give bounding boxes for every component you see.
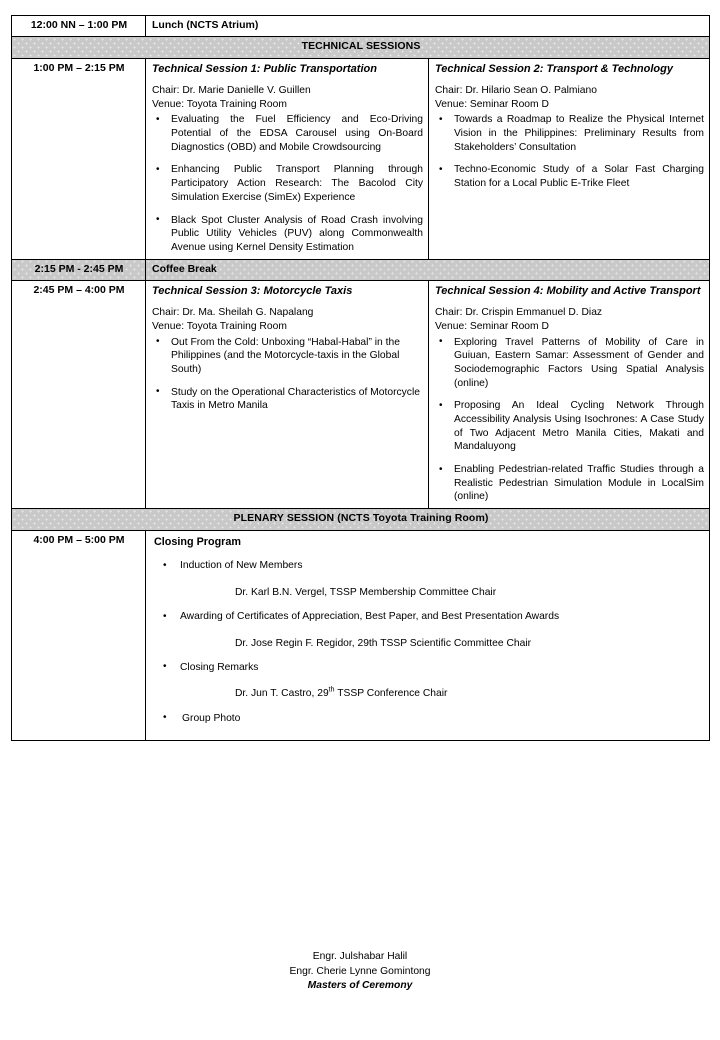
bullet-icon: • [163,610,167,622]
bullet-icon: • [156,113,160,125]
session-2-title: Technical Session 2: Transport & Technology [435,62,673,75]
schedule-table [11,15,710,741]
technical-sessions-band-title: TECHNICAL SESSIONS [12,37,710,58]
speaker-suffix: TSSP Conference Chair [334,688,448,700]
closing-time: 4:00 PM – 5:00 PM [12,530,146,740]
coffee-break-time: 2:15 PM - 2:45 PM [12,259,146,280]
plenary-band-title: PLENARY SESSION (NCTS Toyota Training Room) [12,509,710,530]
table-row-plenary-band [12,509,710,530]
session-cell-2 [429,58,710,259]
footer-block [0,950,720,994]
session-3-paper-list [152,336,423,413]
list-item [435,336,704,391]
paper-title: Enabling Pedestrian-related Traffic Studies through a Realistic Pedestrian Simulation Module in LocalSim (online) [454,464,705,503]
list-item [435,163,704,190]
bullet-icon: • [156,163,160,175]
paper-title: Techno-Economic Study of a Solar Fast Charging Station for a Local Public E-Trike Fleet [454,164,705,190]
session-4-venue: Venue: Seminar Room D [435,320,549,332]
session-3-chair: Chair: Dr. Ma. Sheilah G. Napalang [152,306,314,318]
lunch-label: Lunch (NCTS Atrium) [146,16,710,37]
bullet-icon: • [439,463,443,475]
bullet-icon: • [439,113,443,125]
session-1-venue: Venue: Toyota Training Room [152,98,287,110]
paper-title: Enhancing Public Transport Planning through Participatory Action Research: The Bacolod City Simulation Exercise (SimEx) Experience [171,164,423,203]
block2-time: 2:45 PM – 4:00 PM [12,281,146,509]
list-item [152,386,423,413]
bullet-icon: • [439,163,443,175]
bullet-icon: • [163,559,167,571]
paper-title: Black Spot Cluster Analysis of Road Crash involving Public Utility Vehicles (PUV) along Commonwealth Avenue using Kernel Density Estimation [171,214,423,253]
lunch-time: 12:00 NN – 1:00 PM [12,16,146,37]
closing-item-label: Closing Remarks [180,661,259,673]
list-item [152,336,423,377]
session-cell-4 [429,281,710,509]
session-2-venue: Venue: Seminar Room D [435,98,549,110]
closing-item-label: Awarding of Certificates of Appreciation, Best Paper, and Best Presentation Awards [180,611,560,623]
bullet-icon: • [163,661,167,673]
bullet-icon: • [439,336,443,348]
paper-title: Out From the Cold: Unboxing “Habal-Habal” in the Philippines (and the Motorcycle-taxis in the Global South) [171,336,400,375]
paper-title: Towards a Roadmap to Realize the Physical Internet Vision in the Philippines: Preliminary Results from Stakeholders’ Consultation [454,114,705,153]
bullet-icon: • [156,386,160,398]
closing-program-heading: Closing Program [154,535,241,548]
paper-title: Exploring Travel Patterns of Mobility of Care in Guiuan, Eastern Samar: Assessment of Gender and Sociodemographic Factors Using Spatial Analysis (online) [454,336,705,389]
list-item [435,113,704,154]
paper-title: Evaluating the Fuel Efficiency and Eco-Driving Potential of the EDSA Carousel using On-Board Diagnostics (OBD) and Mobile Crowdsourcing [171,114,423,153]
closing-item-label: Induction of New Members [180,560,303,572]
session-4-title: Technical Session 4: Mobility and Active Transport [435,285,701,298]
footer-mc-name-2: Engr. Cherie Lynne Gomintong [289,965,431,977]
session-3-title: Technical Session 3: Motorcycle Taxis [152,285,353,298]
session-1-paper-list [152,113,423,254]
list-item [152,610,704,650]
list-item [435,399,704,454]
footer-mc-role: Masters of Ceremony [307,980,413,992]
session-1-chair: Chair: Dr. Marie Danielle V. Guillen [152,84,311,96]
list-item [152,163,423,204]
closing-item-speaker: Dr. Karl B.N. Vergel, TSSP Membership Committee Chair [235,586,497,598]
speaker-prefix: Dr. Jun T. Castro, 29 [235,688,329,700]
table-row-technical-sessions-band [12,37,710,58]
closing-item-speaker: Dr. Jose Regin F. Regidor, 29th TSSP Scientific Committee Chair [235,637,532,649]
list-item [435,463,704,504]
closing-item-speaker [235,687,704,700]
bullet-icon: • [156,336,160,348]
session-2-chair: Chair: Dr. Hilario Sean O. Palmiano [435,84,597,96]
closing-item-list [152,559,704,725]
table-row-block1 [12,58,710,259]
table-row-block2 [12,281,710,509]
ordinal-suffix: th [328,686,335,694]
bullet-icon: • [156,214,160,226]
session-1-title: Technical Session 1: Public Transportation [152,62,377,75]
list-item [152,712,704,725]
closing-item-label: Group Photo [182,712,241,724]
session-cell-3 [146,281,429,509]
session-2-paper-list [435,113,704,190]
table-row-coffee-break [12,259,710,280]
footer-mc-name-1: Engr. Julshabar Halil [312,951,408,962]
session-cell-1 [146,58,429,259]
table-row-closing-program [12,530,710,740]
coffee-break-label: Coffee Break [146,259,710,280]
bullet-icon: • [439,399,443,411]
list-item [152,559,704,599]
closing-cell [146,530,710,740]
block1-time: 1:00 PM – 2:15 PM [12,58,146,259]
session-4-paper-list [435,336,704,505]
paper-title: Proposing An Ideal Cycling Network Through Accessibility Analysis Using Isochrones: A Case Study of Two Adjacent Metro Manila Cities, Makati and Mandaluyong [454,400,705,453]
session-4-chair: Chair: Dr. Crispin Emmanuel D. Diaz [435,306,603,318]
list-item [152,661,704,701]
list-item [152,113,423,154]
bullet-icon: • [163,712,167,724]
list-item [152,214,423,255]
table-row-lunch [12,16,710,37]
session-3-venue: Venue: Toyota Training Room [152,320,287,332]
paper-title: Study on the Operational Characteristics of Motorcycle Taxis in Metro Manila [171,386,420,412]
